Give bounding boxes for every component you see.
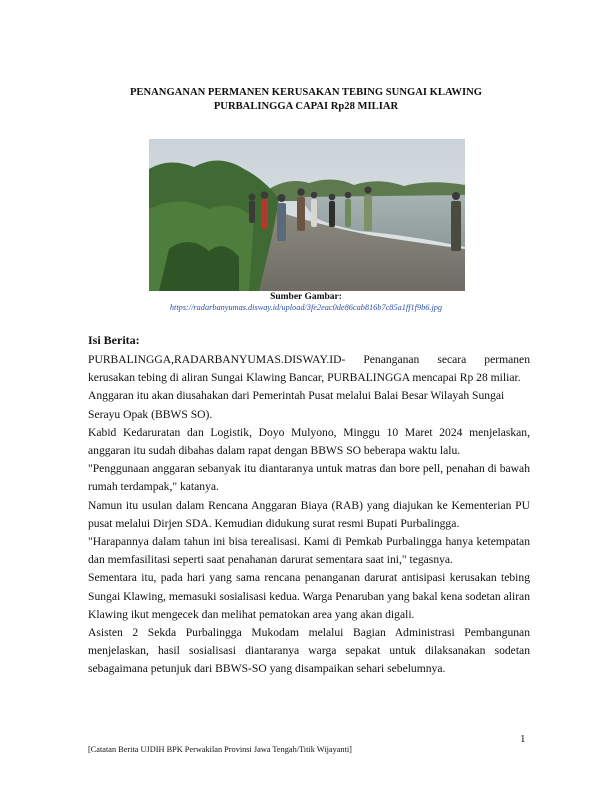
page-number: 1	[520, 733, 526, 745]
article-title-line-2: PURBALINGGA CAPAI Rp28 MILIAR	[213, 101, 399, 112]
paragraph-5: Namun itu usulan dalam Rencana Anggaran Biaya (RAB) yang diajukan ke Kementerian PU pusat melalui Dirjen SDA. Kemudian didukung surat resmi Bupati Purbalingga.	[88, 498, 530, 530]
paragraph-8: Asisten 2 Sekda Purbalingga Mukodam melalui Bagian Administrasi Pembangunan menjelaskan, hasil sosialisasi diantaranya warga sepakat untuk dilaksanakan sodetan sebagaimana petunjuk dari BBWS-SO yang disampaikan sehari sebelumnya.	[88, 626, 530, 676]
article-body	[88, 351, 530, 679]
paragraph-1: PURBALINGGA,RADARBANYUMAS.DISWAY.ID- Penanganan secara permanen kerusakan tebing di aliran Sungai Klawing Bancar, PURBALINGGA mencapai Rp 28 miliar.	[88, 353, 530, 385]
news-photo	[149, 139, 465, 291]
page-footer: [Catatan Berita UJDIH BPK Perwakilan Provinsi Jawa Tengah/Titik Wijayanti]	[88, 745, 352, 754]
image-source-link[interactable]: https://radarbanyumas.disway.id/upload/3fe2eac0de86cab816b7c85a1ff1f9b6.jpg	[169, 303, 443, 312]
paragraph-7: Sementara itu, pada hari yang sama rencana penanganan darurat antisipasi kerusakan tebing Sungai Klawing, memasuki sosialisasi kedua. Warga Penaruban yang bakal kena sodetan aliran Klawing ikut mengecek dan melihat pematokan area yang akan digali.	[88, 571, 530, 621]
paragraph-2: Anggaran itu akan diusahakan dari Pemerintah Pusat melalui Balai Besar Wilayah Sungai Serayu Opak (BBWS SO).	[88, 389, 505, 421]
paragraph-6: "Harapannya dalam tahun ini bisa terealisasi. Kami di Pemkab Purbalingga hanya ketempatan dan memfasilitasi seperti saat penahanan darurat sementara saat ini," tegasnya.	[88, 535, 530, 567]
article-title	[90, 86, 522, 114]
paragraph-4: "Penggunaan anggaran sebanyak itu diantaranya untuk matras dan bore pell, penahan di bawah rumah terdampak," katanya.	[88, 462, 530, 494]
article-title-line-1: PENANGANAN PERMANEN KERUSAKAN TEBING SUNGAI KLAWING	[129, 87, 483, 98]
section-heading: Isi Berita:	[88, 333, 140, 347]
image-caption-label: Sumber Gambar:	[270, 292, 342, 302]
paragraph-3: Kabid Kedaruratan dan Logistik, Doyo Mulyono, Minggu 10 Maret 2024 menjelaskan, anggaran itu sudah dibahas dalam rapat dengan BBWS SO beberapa waktu lalu.	[88, 425, 530, 458]
